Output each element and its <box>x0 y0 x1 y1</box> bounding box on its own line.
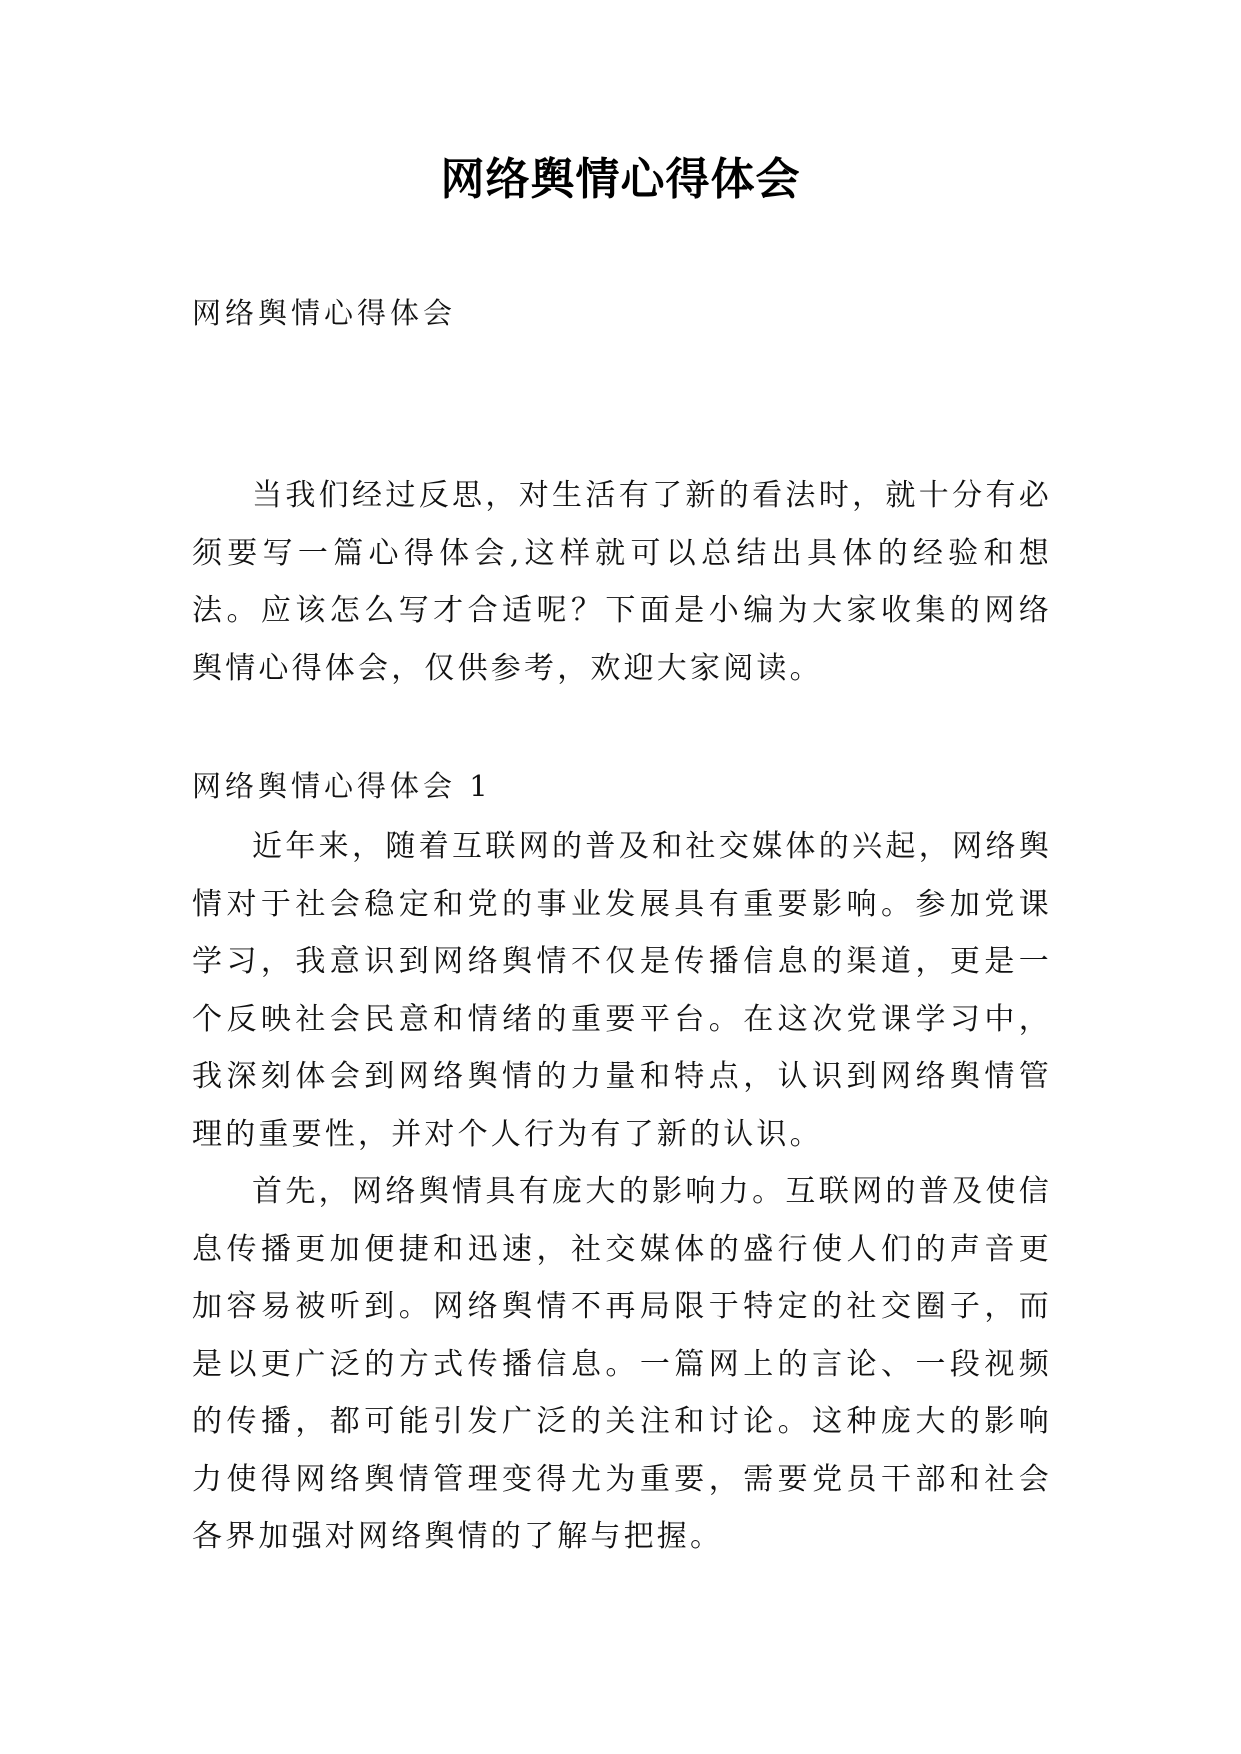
intro-paragraph: 当我们经过反思，对生活有了新的看法时，就十分有必须要写一篇心得体会,这样就可以总结出具体的经验和想法。应该怎么写才合适呢？下面是小编为大家收集的网络舆情心得体会，仅供参考，欢迎大家阅读。 <box>192 478 1052 686</box>
section-heading: 网络舆情心得体会 1 <box>192 769 492 803</box>
section-paragraph-2: 首先，网络舆情具有庞大的影响力。互联网的普及使信息传播更加便捷和迅速，社交媒体的盛行使人们的声音更加容易被听到。网络舆情不再局限于特定的社交圈子，而是以更广泛的方式传播信息。一篇网上的言论、一段视频的传播，都可能引发广泛的关注和讨论。这种庞大的影响力使得网络舆情管理变得尤为重要，需要党员干部和社会各界加强对网络舆情的了解与把握。 <box>192 1174 1052 1554</box>
intro-section <box>192 467 1052 697</box>
section-paragraph-1: 近年来，随着互联网的普及和社交媒体的兴起，网络舆情对于社会稳定和党的事业发展具有重要影响。参加党课学习，我意识到网络舆情不仅是传播信息的渠道，更是一个反映社会民意和情绪的重要平台。在这次党课学习中，我深刻体会到网络舆情的力量和特点，认识到网络舆情管理的重要性，并对个人行为有了新的认识。 <box>192 829 1052 1152</box>
document-title: 网络舆情心得体会 <box>440 154 801 205</box>
document-subtitle: 网络舆情心得体会 <box>192 296 457 330</box>
section-body <box>192 818 1052 1566</box>
